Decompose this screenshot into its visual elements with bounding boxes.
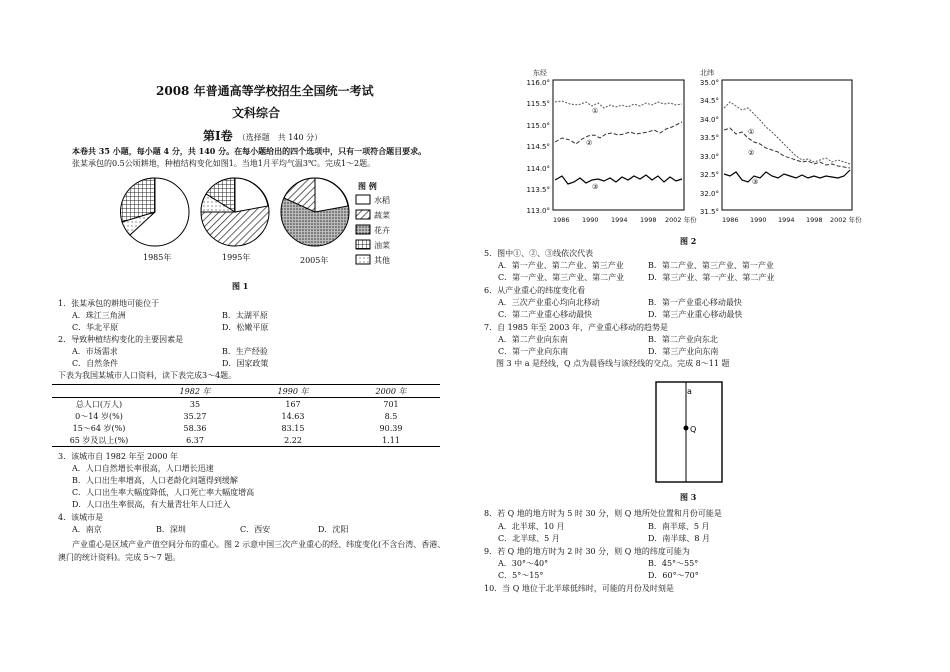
fig2-left-label-3: ③ bbox=[592, 183, 599, 191]
fig2-left-line-1 bbox=[555, 101, 682, 108]
pie-1995 bbox=[201, 178, 269, 246]
figure3-diagram bbox=[650, 380, 730, 490]
q8-option-a[interactable]: A．北半球、10 月 bbox=[498, 522, 565, 531]
q6-stem: 6．从产业重心的纬度变化看 bbox=[484, 286, 586, 295]
table-cell: 35 bbox=[189, 399, 201, 409]
q9-stem: 9．若 Q 地的地方时为 2 时 30 分，则 Q 地的纬度可能为 bbox=[484, 547, 690, 556]
fig2-right-xtick: 1994 bbox=[778, 216, 795, 224]
fig2-right-chart bbox=[690, 72, 860, 232]
pie-2005 bbox=[281, 178, 349, 246]
q3-option-d[interactable]: D．人口出生率很高，有大量青壮年人口迁入 bbox=[72, 500, 231, 509]
table-header-cell: 2000 年 bbox=[342, 385, 440, 398]
fig2-left-ytick: 115.0° bbox=[526, 122, 550, 130]
q5-option-a[interactable]: A．第一产业、第二产业、第三产业 bbox=[498, 261, 624, 270]
fig2-right-unit: 北纬 bbox=[700, 69, 714, 77]
fig2-right-ytick: 32.5° bbox=[699, 171, 719, 179]
instructions: 本卷共 35 小题，每小题 4 分，共 140 分。在每小题给出的四个选项中，只有一项符合题目要求。 bbox=[72, 146, 427, 156]
fig2-right-line-3 bbox=[724, 170, 850, 182]
q2-option-c[interactable]: C．自然条件 bbox=[72, 359, 119, 368]
q1-stem: 1．张某承包的耕地可能位于 bbox=[58, 299, 160, 308]
table-cell: 65 岁及以上(%) bbox=[52, 434, 146, 447]
pie-1985 bbox=[120, 178, 189, 246]
fig2-left-xtick: 1994 bbox=[611, 216, 628, 224]
table-row bbox=[52, 398, 440, 411]
fig2-right-ytick: 34.0° bbox=[699, 116, 719, 124]
q8-intro: 图 3 中 a 是经线，Q 点为晨昏线与该经线的交点。完成 8～11 题 bbox=[496, 359, 730, 368]
fig2-left-ytick: 116.0° bbox=[526, 79, 550, 87]
q6-option-d[interactable]: D．第三产业重心移动最快 bbox=[648, 310, 743, 319]
q2-option-b[interactable]: B．生产经验 bbox=[222, 347, 268, 356]
q8-option-c[interactable]: C．北半球、5 月 bbox=[498, 534, 560, 543]
table-cell: 2.22 bbox=[244, 434, 342, 447]
q7-stem: 7．自 1985 年至 2003 年，产业重心移动的趋势是 bbox=[484, 323, 668, 332]
legend-swatch-rice bbox=[356, 195, 370, 204]
q8-option-d[interactable]: D．南半球、8 月 bbox=[648, 534, 711, 543]
q2-stem: 2．导致种植结构变化的主要因素是 bbox=[58, 335, 184, 344]
table-cell: 8.5 bbox=[384, 411, 398, 421]
legend-title: 图 例 bbox=[358, 181, 377, 191]
q2-option-a[interactable]: A．市场需求 bbox=[72, 347, 118, 356]
fig2-left-ytick: 115.5° bbox=[526, 100, 550, 108]
fig2-right-xtick: 2002 年份 bbox=[830, 216, 862, 224]
table-cell: 83.15 bbox=[281, 423, 305, 433]
legend-rice: 水稻 bbox=[374, 196, 390, 205]
table-cell: 总人口(万人) bbox=[75, 399, 123, 409]
table-row bbox=[52, 410, 440, 422]
q3-stem: 3．该城市自 1982 年至 2000 年 bbox=[58, 452, 178, 461]
table-cell: 6.37 bbox=[146, 434, 244, 447]
fig2-left-xtick: 1986 bbox=[553, 216, 570, 224]
table-header-cell bbox=[52, 385, 146, 398]
legend-swatch-rape bbox=[356, 240, 370, 249]
fig2-right-xtick: 1986 bbox=[722, 216, 739, 224]
legend-veg: 蔬菜 bbox=[374, 211, 390, 220]
q4-option-c[interactable]: C．西安 bbox=[240, 525, 271, 534]
legend-swatch-other bbox=[356, 255, 370, 264]
q1-option-d[interactable]: D．松嫩平原 bbox=[222, 323, 269, 332]
table-cell: 58.36 bbox=[183, 423, 207, 433]
q5-stem: 5．图中①、②、③线依次代表 bbox=[484, 249, 594, 258]
fig2-left-ytick: 114.5° bbox=[526, 143, 550, 151]
fig2-right-ytick: 34.5° bbox=[699, 97, 719, 105]
fig2-right-line-2 bbox=[724, 128, 850, 168]
table-cell: 90.39 bbox=[379, 423, 403, 433]
fig2-left-xtick: 1990 bbox=[582, 216, 599, 224]
exam-title: 2008 年普通高等学校招生全国统一考试 bbox=[156, 84, 374, 98]
fig2-right-ytick: 33.0° bbox=[699, 153, 719, 161]
q6-option-c[interactable]: C．第二产业重心移动最快 bbox=[498, 310, 593, 319]
q3-option-b[interactable]: B．人口出生率增高，人口老龄化问题得到缓解 bbox=[72, 476, 238, 485]
q5-intro-line2: 澳门的统计资料)。完成 5～7 题。 bbox=[58, 553, 181, 562]
q3-option-c[interactable]: C．人口出生率大幅度降低，人口死亡率大幅度增高 bbox=[72, 488, 255, 497]
table-cell: 701 bbox=[383, 399, 399, 409]
q4-option-b[interactable]: B．深圳 bbox=[156, 525, 186, 534]
q3-option-a[interactable]: A．人口自然增长率很高，人口增长迅速 bbox=[72, 464, 214, 473]
fig3-label-q: Q bbox=[690, 425, 697, 434]
q7-option-c[interactable]: C．第一产业向东南 bbox=[498, 347, 569, 356]
table-row bbox=[52, 422, 440, 434]
q4-option-a[interactable]: A．南京 bbox=[72, 525, 102, 534]
q1-option-c[interactable]: C．华北平原 bbox=[72, 323, 119, 332]
table-cell: 0～14 岁(%) bbox=[75, 411, 123, 421]
fig2-right-xtick: 1998 bbox=[806, 216, 823, 224]
legend-swatch-flower bbox=[356, 225, 370, 234]
legend-swatch-veg bbox=[356, 210, 370, 219]
q7-option-a[interactable]: A．第二产业向东南 bbox=[498, 335, 568, 344]
table-cell: 1.11 bbox=[342, 434, 440, 447]
q5-option-b[interactable]: B．第二产业、第三产业、第一产业 bbox=[648, 261, 774, 270]
fig2-left-ytick: 113.5° bbox=[526, 186, 550, 194]
fig2-left-xtick: 1998 bbox=[640, 216, 657, 224]
table-cell: 15～64 岁(%) bbox=[72, 423, 126, 433]
q8-option-b[interactable]: B．南半球、5 月 bbox=[648, 522, 710, 531]
q10-stem: 10．当 Q 地位于北半球低纬时，可能的月份及时刻是 bbox=[484, 584, 674, 593]
fig2-right-xtick: 1990 bbox=[750, 216, 767, 224]
q6-option-b[interactable]: B．第一产业重心移动最快 bbox=[648, 298, 742, 307]
table-cell: 35.27 bbox=[183, 411, 207, 421]
figure3-caption: 图 3 bbox=[680, 492, 697, 502]
section-heading bbox=[203, 125, 322, 144]
q7-option-d[interactable]: D．第三产业向东南 bbox=[648, 347, 719, 356]
q9-option-a[interactable]: A．30°～40° bbox=[498, 559, 549, 568]
subject-title: 文科综合 bbox=[232, 106, 281, 120]
q5-intro-line1: 产业重心是区域产业产值空间分布的重心。图 2 示意中国三次产业重心的经、纬度变化(不含台湾、香港、 bbox=[72, 540, 446, 549]
pie-year-1985: 1985年 bbox=[143, 253, 172, 262]
q5-option-d[interactable]: D．第三产业、第一产业、第二产业 bbox=[648, 273, 775, 282]
q6-option-a[interactable]: A．三次产业重心均向北移动 bbox=[498, 298, 600, 307]
fig2-right-ytick: 35.0° bbox=[699, 79, 719, 87]
legend-other: 其他 bbox=[374, 256, 390, 265]
fig2-left-unit: 东经 bbox=[533, 69, 547, 77]
section-note: （选择题 共 140 分） bbox=[237, 133, 323, 142]
fig2-right-ytick: 33.5° bbox=[699, 134, 719, 142]
fig2-right-label-3: ③ bbox=[752, 178, 759, 186]
fig2-left-label-2: ② bbox=[586, 139, 593, 147]
q4-stem: 4．该城市是 bbox=[58, 513, 104, 522]
pie-year-1995: 1995年 bbox=[222, 253, 251, 262]
table-header-cell: 1990 年 bbox=[244, 385, 342, 398]
table-row bbox=[52, 434, 440, 447]
fig2-right-line-1 bbox=[724, 102, 850, 164]
q1-option-b[interactable]: B．太湖平原 bbox=[222, 311, 268, 320]
section-label: 第Ⅰ卷 bbox=[203, 129, 233, 143]
population-table bbox=[52, 384, 440, 447]
fig2-left-line-2 bbox=[555, 122, 682, 144]
q1-option-a[interactable]: A．珠江三角洲 bbox=[72, 311, 126, 320]
fig2-right-label-1: ① bbox=[748, 128, 755, 136]
q9-option-c[interactable]: C．5°～15° bbox=[498, 571, 544, 580]
q9-option-b[interactable]: B．45°～55° bbox=[648, 559, 699, 568]
q5-option-c[interactable]: C．第一产业、第三产业、第二产业 bbox=[498, 273, 625, 282]
fig2-left-label-1: ① bbox=[592, 107, 599, 115]
q8-stem: 8．若 Q 地的地方时为 5 时 30 分，则 Q 地所处位置和月份可能是 bbox=[484, 509, 722, 518]
fig2-right-ytick: 31.5° bbox=[699, 208, 719, 216]
figure1-caption: 图 1 bbox=[232, 281, 249, 291]
legend-rape: 油菜 bbox=[374, 241, 390, 250]
fig2-left-ytick: 113.0° bbox=[526, 207, 550, 215]
q9-option-d[interactable]: D．60°～70° bbox=[648, 571, 699, 580]
q7-option-b[interactable]: B．第二产业向东北 bbox=[648, 335, 718, 344]
legend-flower: 花卉 bbox=[374, 226, 390, 235]
fig2-left-line-3 bbox=[555, 175, 682, 184]
table-cell: 167 bbox=[285, 399, 301, 409]
table-intro: 下表为我国某城市人口资料，读下表完成3～4题。 bbox=[58, 371, 237, 380]
fig2-left-xtick: 2002 年份 bbox=[665, 216, 697, 224]
figure2-caption: 图 2 bbox=[680, 236, 697, 246]
q2-option-d[interactable]: D．国家政策 bbox=[222, 359, 269, 368]
fig2-left-chart bbox=[520, 72, 697, 232]
q4-option-d[interactable]: D．沈阳 bbox=[318, 525, 349, 534]
table-header-cell: 1982 年 bbox=[146, 385, 244, 398]
pie-year-2005: 2005年 bbox=[300, 256, 329, 265]
table-cell: 14.63 bbox=[281, 411, 305, 421]
q1-intro: 张某承包的0.5公顷耕地，种植结构变化如图1。当地1月平均气温3℃。完成1～2题。 bbox=[72, 159, 376, 168]
fig2-left-ytick: 114.0° bbox=[526, 165, 550, 173]
fig2-right-label-2: ② bbox=[748, 149, 755, 157]
table-header-row bbox=[52, 385, 440, 398]
fig3-label-a: a bbox=[687, 387, 692, 396]
fig2-right-ytick: 32.0° bbox=[699, 190, 719, 198]
